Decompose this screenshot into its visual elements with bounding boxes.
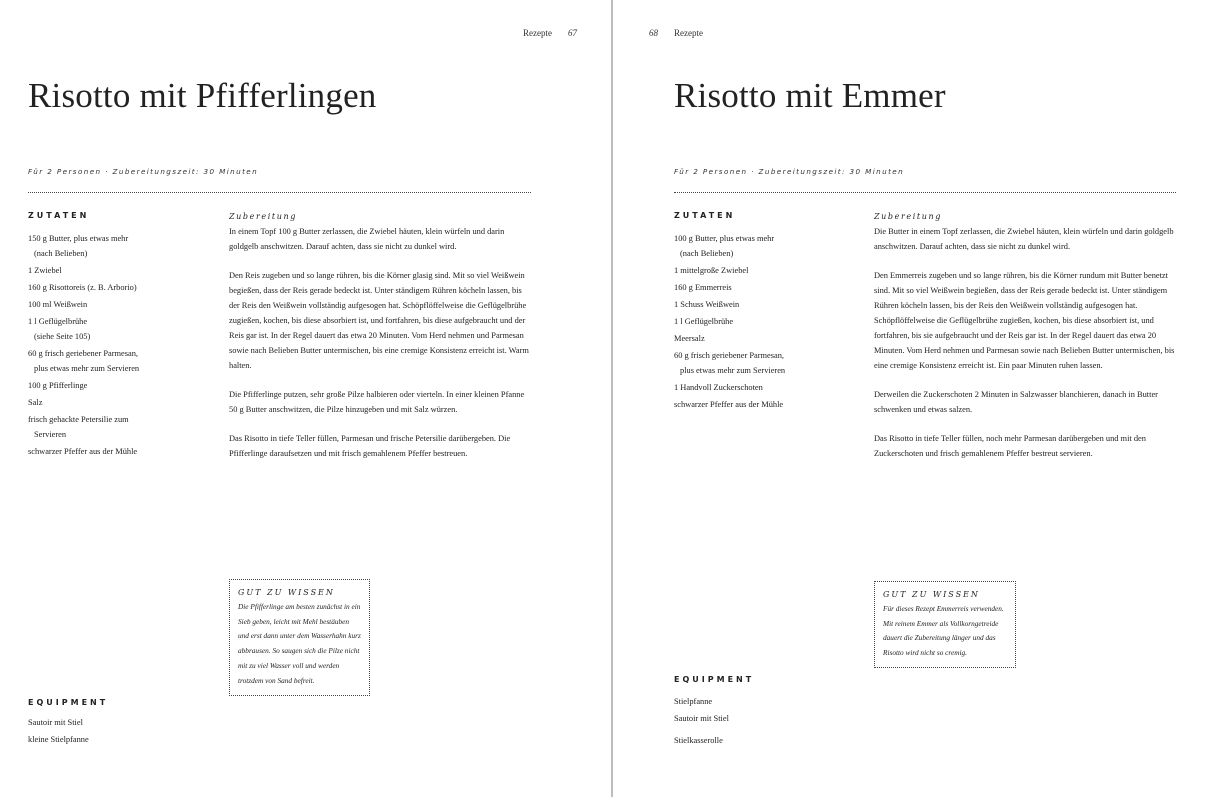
recipe-meta: Für 2 Personen · Zubereitungszeit: 30 Minuten xyxy=(28,167,259,176)
right-page xyxy=(616,0,1226,797)
ingredient-continuation: (nach Belieben) xyxy=(680,249,734,258)
page-number: 68 xyxy=(649,28,658,38)
ingredient-item xyxy=(28,444,218,459)
ingredient-line: 1 Handvoll Zuckerschoten xyxy=(674,383,763,392)
ingredient-item xyxy=(28,297,218,312)
preparation-step: Das Risotto in tiefe Teller füllen, noch mehr Parmesan darübergeben und mit den Zuckerschoten und frisch gemahlenem Pfeffer bestreut servieren. xyxy=(874,434,1146,458)
preparation-step: Die Pfifferlinge putzen, sehr große Pilze halbieren oder vierteln. In einer kleinen Pfanne 50 g Butter anschwitzen, die Pilze hinzugeben und mit Salz würzen. xyxy=(229,390,525,414)
ingredient-continuation: plus etwas mehr zum Servieren xyxy=(680,366,786,375)
equipment-heading: EQUIPMENT xyxy=(674,675,755,684)
ingredient-line: 1 l Geflügelbrühe xyxy=(674,317,734,326)
running-head xyxy=(649,28,703,38)
ingredient-line: frisch gehackte Petersilie zum xyxy=(28,415,129,424)
page-gutter xyxy=(611,0,613,797)
preparation-step: Den Reis zugeben und so lange rühren, bis die Körner glasig sind. Mit so viel Weißwein begießen, dass der Reis gerade bedeckt ist. Unter ständigem Rühren köcheln lassen, bis der Reis den Weißwein vollständig aufgesogen hat. Schöpflöffelweise die Geflügelbrühe zugießen, kochen, bis diese absorbiert ist, und fortfahren, bis diese aufgebraucht und der Reis gar ist. In der Regel dauert das etwa 20 Minuten. Vom Herd nehmen und Parmesan sowie nach Belieben Butter untermischen, bis eine cremige Konsistenz erreicht ist. Warm halten. xyxy=(229,271,529,370)
tip-heading: GUT ZU WISSEN xyxy=(883,590,980,599)
preparation-text xyxy=(874,224,1176,475)
preparation-heading: Zubereitung xyxy=(229,212,297,221)
ingredient-item xyxy=(28,346,218,376)
ingredient-line: Salz xyxy=(28,398,43,407)
ingredient-item xyxy=(674,231,864,261)
ingredient-item xyxy=(674,397,864,412)
tip-box xyxy=(229,579,370,696)
running-head xyxy=(523,28,577,38)
tip-box xyxy=(874,581,1016,668)
equipment-item: Sautoir mit Stiel xyxy=(28,718,83,727)
ingredient-line: 100 g Butter, plus etwas mehr xyxy=(674,234,775,243)
recipe-meta: Für 2 Personen · Zubereitungszeit: 30 Minuten xyxy=(674,167,905,176)
ingredient-line: 150 g Butter, plus etwas mehr xyxy=(28,234,129,243)
ingredient-item xyxy=(674,263,864,278)
ingredient-item xyxy=(674,314,864,329)
ingredients-list xyxy=(674,231,864,414)
ingredients-heading: ZUTATEN xyxy=(674,211,736,220)
ingredient-item xyxy=(28,314,218,344)
ingredient-line: Meersalz xyxy=(674,334,705,343)
recipe-title: Risotto mit Pfifferlingen xyxy=(28,76,377,115)
ingredient-continuation: (nach Belieben) xyxy=(34,249,88,258)
ingredient-item xyxy=(28,378,218,393)
ingredient-line: 160 g Emmerreis xyxy=(674,283,732,292)
equipment-list xyxy=(28,714,89,748)
ingredient-continuation: (siehe Seite 105) xyxy=(34,332,91,341)
preparation-step: Den Emmerreis zugeben und so lange rühren, bis die Körner rundum mit Butter benetzt sind. Mit so viel Weißwein begießen, dass der Reis gerade bedeckt ist. Unter ständigem Rühren köcheln lassen, bis der Reis den Weißwein vollständig aufgesogen hat. Schöpflöffelweise die Geflügelbrühe zugießen, kochen, bis diese absorbiert ist, und fortfahren, bis sie aufgebraucht und der Reis gar ist. In der Regel dauert das etwa 20 Minuten. Vom Herd nehmen und Parmesan sowie nach Belieben Butter untermischen, bis eine cremige Konsistenz erreicht ist. Ein paar Minuten ruhen lassen. xyxy=(874,271,1175,370)
running-head-section: Rezepte xyxy=(674,28,703,38)
ingredient-item xyxy=(674,280,864,295)
tip-heading: GUT ZU WISSEN xyxy=(238,588,335,597)
page-number: 67 xyxy=(568,28,577,38)
tip-text: Für dieses Rezept Emmerreis verwenden. Mit reinem Emmer als Vollkorngetreide dauert die Zubereitung länger und das Risotto wird nicht so cremig. xyxy=(883,604,1004,658)
ingredient-item xyxy=(28,412,218,442)
ingredient-continuation: Servieren xyxy=(34,430,67,439)
preparation-text xyxy=(229,224,529,475)
ingredient-line: 100 g Pfifferlinge xyxy=(28,381,88,390)
ingredient-line: 1 mittelgroße Zwiebel xyxy=(674,266,749,275)
preparation-step: In einem Topf 100 g Butter zerlassen, die Zwiebel häuten, klein würfeln und darin goldgelb anschwitzen. Darauf achten, dass sie nicht zu dunkel wird. xyxy=(229,227,505,251)
equipment-item: Sautoir mit Stiel xyxy=(674,714,729,723)
ingredient-line: 100 ml Weißwein xyxy=(28,300,88,309)
preparation-step: Das Risotto in tiefe Teller füllen, Parmesan und frische Petersilie darübergeben. Die Pfifferlinge daraufsetzen und mit frisch gemahlenem Pfeffer bestreuen. xyxy=(229,434,511,458)
ingredient-line: schwarzer Pfeffer aus der Mühle xyxy=(28,447,138,456)
recipe-title: Risotto mit Emmer xyxy=(674,76,946,115)
preparation-step: Die Butter in einem Topf zerlassen, die Zwiebel häuten, klein würfeln und darin goldgelb anschwitzen. Darauf achten, dass sie nicht zu dunkel wird. xyxy=(874,227,1174,251)
equipment-item: kleine Stielpfanne xyxy=(28,735,89,744)
ingredient-continuation: plus etwas mehr zum Servieren xyxy=(34,364,140,373)
ingredient-line: 60 g frisch geriebener Parmesan, xyxy=(674,351,784,360)
tip-text: Die Pfifferlinge am besten zunächst in ein Sieb geben, leicht mit Mehl bestäuben und erst dann unter dem Wasserhahn kurz abbrausen. So saugen sich die Pilze nicht mit zu viel Wasser voll und werden trotzdem von Sand befreit. xyxy=(238,602,361,685)
equipment-item: Stielpfanne xyxy=(674,697,713,706)
ingredient-item xyxy=(674,348,864,378)
ingredient-line: 1 l Geflügelbrühe xyxy=(28,317,88,326)
ingredients-list xyxy=(28,231,218,461)
equipment-item: Stielkasserolle xyxy=(674,736,723,745)
dotted-divider xyxy=(674,192,1176,193)
ingredient-line: 160 g Risottoreis (z. B. Arborio) xyxy=(28,283,137,292)
ingredient-line: 1 Zwiebel xyxy=(28,266,62,275)
ingredient-item xyxy=(674,297,864,312)
ingredient-item xyxy=(28,231,218,261)
ingredient-item xyxy=(28,280,218,295)
ingredient-line: 1 Schuss Weißwein xyxy=(674,300,740,309)
preparation-step: Derweilen die Zuckerschoten 2 Minuten in Salzwasser blanchieren, danach in Butter schwenken und etwas salzen. xyxy=(874,390,1158,414)
left-page xyxy=(0,0,610,797)
equipment-heading: EQUIPMENT xyxy=(28,698,109,707)
ingredient-item xyxy=(28,263,218,278)
ingredient-line: schwarzer Pfeffer aus der Mühle xyxy=(674,400,784,409)
dotted-divider xyxy=(28,192,531,193)
preparation-heading: Zubereitung xyxy=(874,212,942,221)
ingredients-heading: ZUTATEN xyxy=(28,211,90,220)
ingredient-item xyxy=(28,395,218,410)
ingredient-line: 60 g frisch geriebener Parmesan, xyxy=(28,349,138,358)
ingredient-item xyxy=(674,380,864,395)
ingredient-item xyxy=(674,331,864,346)
equipment-list xyxy=(674,693,729,749)
running-head-section: Rezepte xyxy=(523,28,552,38)
